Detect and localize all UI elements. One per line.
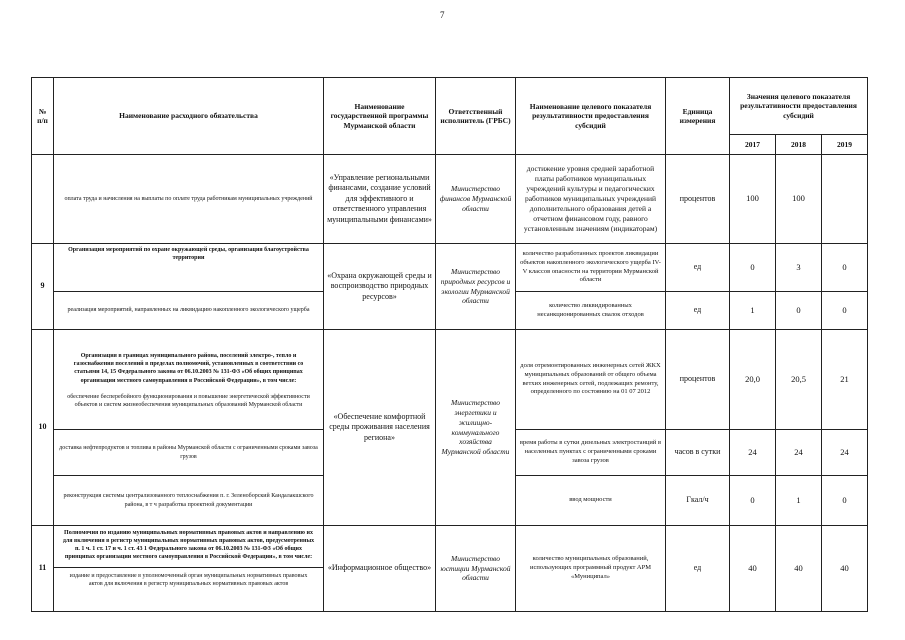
obligation-header-text: Организация в границах муниципального района, поселений электро-, тепло и газоснабжения поселений в пределах полномочий, установленных в соответствии со статьями 14, 15 Федерального закона от 06.10.2003 № 131-ФЗ «Об общих принципах организации местного самоуправления в Российской Федерации», в том числе: bbox=[73, 353, 304, 384]
value-2018: 0 bbox=[776, 292, 822, 330]
indicator-cell: время работы в сутки дизельных электростанций в населенных пунктах с ограниченными сроками завоза грузов bbox=[516, 430, 666, 476]
header-year-2017: 2017 bbox=[730, 135, 776, 155]
unit-cell: ед bbox=[666, 526, 730, 612]
program-cell: «Охрана окружающей среды и воспроизводство природных ресурсов» bbox=[324, 244, 436, 330]
value-2017: 0 bbox=[730, 476, 776, 526]
header-program: Наименование государственной программы Мурманской области bbox=[324, 78, 436, 155]
value-2019: 40 bbox=[822, 526, 868, 612]
value-2017: 20,0 bbox=[730, 330, 776, 430]
obligation-sub-text: обеспечение бесперебойного функционирования и повышение энергетической эффективности объектов и систем жизнеобеспечения муниципальных образований Мурманской области bbox=[67, 393, 310, 408]
obligation-cell: реализация мероприятий, направленных на ликвидацию накопленного экологического ущерба bbox=[54, 292, 324, 330]
indicator-cell: количество ликвидированных несанкционированных свалок отходов bbox=[516, 292, 666, 330]
indicator-cell: количество муниципальных образований, использующих программный продукт АРМ «Муниципал» bbox=[516, 526, 666, 612]
header-year-2019: 2019 bbox=[822, 135, 868, 155]
obligation-sub-text: издание и предоставление в уполномоченный орган муниципальных нормативных правовых актов для включения в регистр муниципальных нормативных правовых актов bbox=[69, 573, 308, 588]
value-2018: 20,5 bbox=[776, 330, 822, 430]
value-2017: 40 bbox=[730, 526, 776, 612]
obligation-header-text: Полномочия по изданию муниципальных нормативных правовых актов и направлению их для включения в регистр муниципальных нормативных правовых актов, предусмотренных п. 1 ч. 1 ст. 17 и ч. 1 ст. 43 1 Федерального закона от 06.10.2003 № 131-ФЗ «Об общих принципах организации местного самоуправления в Российской Федерации», в том числе: bbox=[54, 526, 323, 568]
value-2018: 3 bbox=[776, 244, 822, 292]
responsible-cell: Министерство природных ресурсов и экологии Мурманской области bbox=[436, 244, 516, 330]
obligation-cell: оплата труда и начисления на выплаты по оплате труда работникам муниципальных учреждений bbox=[54, 155, 324, 244]
program-cell: «Обеспечение комфортной среды проживания населения региона» bbox=[324, 330, 436, 526]
obligation-cell: реконструкция системы централизованного теплоснабжения п. г. Зеленоборский Кандалакшского района, в т ч разработка проектной документации bbox=[54, 476, 324, 526]
unit-cell: ед bbox=[666, 244, 730, 292]
obligation-cell: доставка нефтепродуктов и топлива в районы Мурманской области с ограниченными сроками завоза грузов bbox=[54, 430, 324, 476]
value-2017: 1 bbox=[730, 292, 776, 330]
header-row bbox=[32, 78, 868, 135]
indicator-cell: достижение уровня средней заработной платы работников муниципальных учреждений культуры и педагогических работников муниципальных учреждений дополнительного образования детей а отчетном финансовом году, равного установленным значениям (индикаторам) bbox=[516, 155, 666, 244]
page-number: 7 bbox=[440, 10, 445, 20]
value-2019: 0 bbox=[822, 292, 868, 330]
table-row bbox=[32, 330, 868, 430]
obligation-cell bbox=[54, 526, 324, 612]
program-cell: «Информационное общество» bbox=[324, 526, 436, 612]
unit-cell: процентов bbox=[666, 330, 730, 430]
row-number-cell: 11 bbox=[32, 526, 54, 612]
value-2019: 0 bbox=[822, 476, 868, 526]
unit-cell: процентов bbox=[666, 155, 730, 244]
value-2019: 24 bbox=[822, 430, 868, 476]
table-row bbox=[32, 155, 868, 244]
value-2019: 21 bbox=[822, 330, 868, 430]
header-unit: Единица измерения bbox=[666, 78, 730, 155]
responsible-cell: Министерство энергетики и жилищно-коммунального хозяйства Мурманской области bbox=[436, 330, 516, 526]
value-2017: 100 bbox=[730, 155, 776, 244]
indicator-cell: количество разработанных проектов ликвидации объектов накопленного экологического ущерба IV- V классов опасности на территории Мурманской области bbox=[516, 244, 666, 292]
program-cell: «Управление региональными финансами, создание условий для эффективного и ответственного управления муниципальными финансами» bbox=[324, 155, 436, 244]
value-2018: 24 bbox=[776, 430, 822, 476]
table-row bbox=[32, 244, 868, 292]
row-number-cell: 9 bbox=[32, 244, 54, 330]
header-year-2018: 2018 bbox=[776, 135, 822, 155]
unit-cell: ед bbox=[666, 292, 730, 330]
row-number-cell: 10 bbox=[32, 330, 54, 526]
header-responsible: Ответственный исполнитель (ГРБС) bbox=[436, 78, 516, 155]
header-num: № п/п bbox=[32, 78, 54, 155]
unit-cell: часов в сутки bbox=[666, 430, 730, 476]
row-number-cell bbox=[32, 155, 54, 244]
value-2018: 1 bbox=[776, 476, 822, 526]
value-2017: 0 bbox=[730, 244, 776, 292]
obligation-cell bbox=[54, 330, 324, 430]
value-2018: 100 bbox=[776, 155, 822, 244]
value-2019 bbox=[822, 155, 868, 244]
header-indicator: Наименование целевого показателя результативности предоставления субсидий bbox=[516, 78, 666, 155]
responsible-cell: Министерство финансов Мурманской области bbox=[436, 155, 516, 244]
header-values: Значения целевого показателя результативности предоставления субсидий bbox=[730, 78, 868, 135]
table-row bbox=[32, 526, 868, 612]
value-2019: 0 bbox=[822, 244, 868, 292]
value-2018: 40 bbox=[776, 526, 822, 612]
header-obligation: Наименование расходного обязательства bbox=[54, 78, 324, 155]
indicator-cell: доля отремонтированных инженерных сетей ЖКХ муниципальных образований от общего объема ветхих инженерных сетей, подлежащих ремонту, определенного по состоянию на 01 07 2012 bbox=[516, 330, 666, 430]
indicator-cell: ввод мощности bbox=[516, 476, 666, 526]
value-2017: 24 bbox=[730, 430, 776, 476]
obligation-cell: Организация мероприятий по охране окружающей среды, организация благоустройства территории bbox=[54, 244, 324, 292]
unit-cell: Гкал/ч bbox=[666, 476, 730, 526]
responsible-cell: Министерство юстиции Мурманской области bbox=[436, 526, 516, 612]
subsidy-targets-table bbox=[31, 77, 868, 612]
